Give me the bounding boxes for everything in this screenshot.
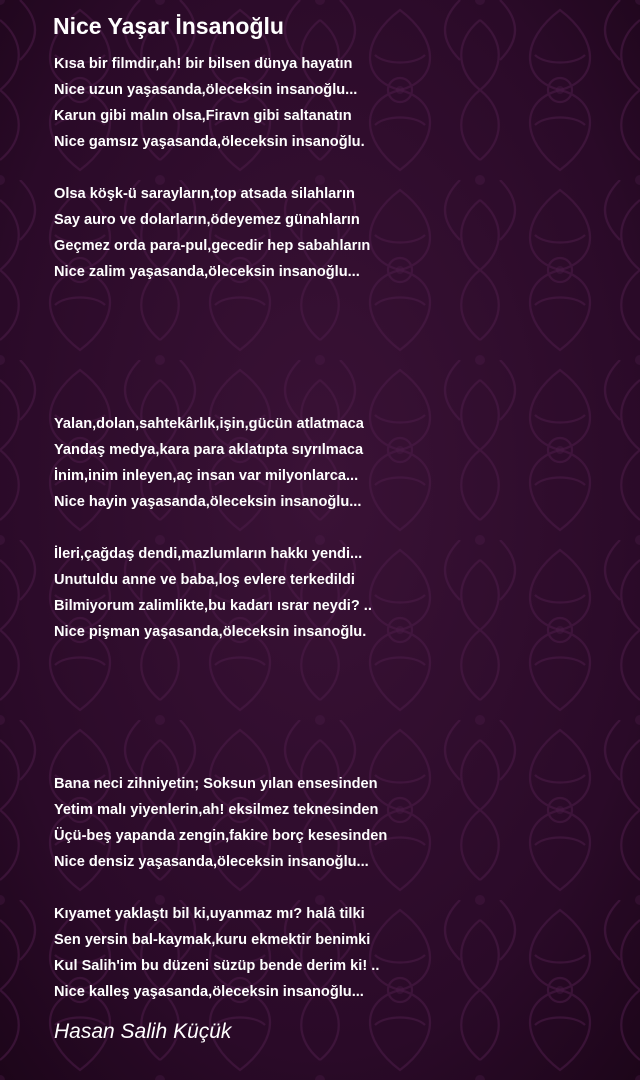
stanza-4 — [54, 541, 372, 645]
poem-line: Karun gibi malın olsa,Firavn gibi saltanatın — [54, 108, 352, 124]
stanza-2 — [54, 181, 370, 285]
poem-line: Geçmez orda para-pul,gecedir hep sabahların — [54, 238, 371, 254]
stanza-1 — [54, 51, 365, 155]
stanza-3 — [54, 411, 364, 515]
poem-line: Kıyamet yaklaştı bil ki,uyanmaz mı? halâ tilki — [54, 906, 365, 922]
poem-line: Kısa bir filmdir,ah! bir bilsen dünya hayatın — [54, 56, 353, 72]
poem-line: Nice hayin yaşasanda,öleceksin insanoğlu... — [54, 494, 362, 510]
poem-line: Bana neci zihniyetin; Soksun yılan ensesinden — [54, 776, 378, 792]
poem-line: İleri,çağdaş dendi,mazlumların hakkı yendi... — [54, 546, 363, 562]
stanza-5 — [54, 771, 387, 875]
stanza-6 — [54, 901, 379, 1005]
poem-line: Unutuldu anne ve baba,loş evlere terkedildi — [54, 572, 355, 588]
poem-line: Olsa köşk-ü sarayların,top atsada silahların — [54, 186, 355, 202]
poem-line: Nice pişman yaşasanda,öleceksin insanoğlu. — [54, 624, 367, 640]
poem-line: Kul Salih'im bu düzeni süzüp bende derim ki! .. — [54, 958, 380, 974]
poem-line: Nice kalleş yaşasanda,öleceksin insanoğlu... — [54, 984, 364, 1000]
poem-line: Say auro ve dolarların,ödeyemez günahların — [54, 212, 360, 228]
poem-line: Yalan,dolan,sahtekârlık,işin,gücün atlatmaca — [54, 416, 364, 432]
poem-line: Yetim malı yiyenlerin,ah! eksilmez teknesinden — [54, 802, 379, 818]
poem-line: Yandaş medya,kara para aklatıpta sıyrılmaca — [54, 442, 364, 458]
poem-line: Nice zalim yaşasanda,öleceksin insanoğlu... — [54, 264, 360, 280]
poem-title: Nice Yaşar İnsanoğlu — [53, 13, 284, 39]
poem-line: Nice densiz yaşasanda,öleceksin insanoğlu... — [54, 854, 369, 870]
poem-line: Nice uzun yaşasanda,öleceksin insanoğlu... — [54, 82, 358, 98]
poem-line: Nice gamsız yaşasanda,öleceksin insanoğlu. — [54, 134, 365, 150]
poem-author: Hasan Salih Küçük — [54, 1020, 232, 1043]
poem-line: Sen yersin bal-kaymak,kuru ekmektir benimki — [54, 932, 371, 948]
poem-line: Bilmiyorum zalimlikte,bu kadarı ısrar neydi? .. — [54, 598, 372, 614]
poem-line: Üçü-beş yapanda zengin,fakire borç kesesinden — [54, 828, 388, 844]
poem-line: İnim,inim inleyen,aç insan var milyonlarca... — [54, 468, 359, 484]
